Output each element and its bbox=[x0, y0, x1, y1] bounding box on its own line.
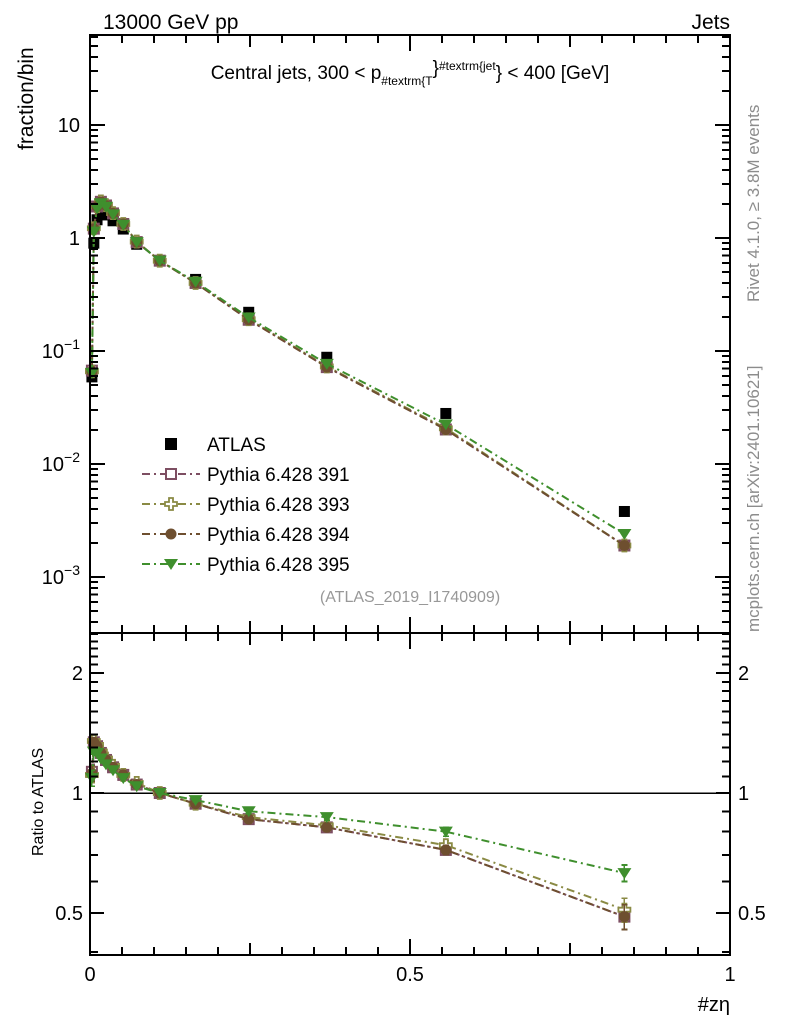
svg-text:Pythia 6.428 393: Pythia 6.428 393 bbox=[207, 495, 350, 516]
legend-item-pythia-6-428-394 bbox=[142, 525, 350, 546]
panel-frames bbox=[90, 35, 730, 955]
panel-title-suffix: < 400 [GeV] bbox=[502, 63, 610, 84]
panel-title-brace1: } bbox=[432, 58, 439, 79]
analysis-group-title: Jets bbox=[691, 11, 730, 34]
panel-title-superscript: #textrm{jet bbox=[439, 59, 496, 73]
svg-text:1: 1 bbox=[738, 783, 750, 805]
ratio-y-axis-label: Ratio to ATLAS bbox=[30, 747, 47, 856]
svg-text:ATLAS: ATLAS bbox=[207, 435, 266, 456]
legend-item-pythia-6-428-393 bbox=[142, 495, 350, 516]
legend-item-atlas bbox=[165, 435, 266, 456]
svg-text:1: 1 bbox=[724, 964, 736, 986]
axis-ticks bbox=[90, 35, 730, 955]
panel-title bbox=[90, 58, 730, 88]
svg-text:0.5: 0.5 bbox=[396, 964, 424, 986]
series-pythia-6-428-393 bbox=[86, 195, 630, 922]
beam-energy-title: 13000 GeV pp bbox=[103, 11, 239, 34]
svg-text:10−1: $10^{-1}$ bbox=[41, 336, 80, 363]
svg-text:10: 10 bbox=[57, 115, 80, 137]
svg-text:1: 1 bbox=[71, 783, 83, 805]
analysis-id-watermark: (ATLAS_2019_I1740909) bbox=[319, 589, 501, 606]
panel-title-brace2: } bbox=[495, 63, 503, 84]
svg-text:1: 1 bbox=[68, 228, 80, 250]
rivet-version-note: Rivet 4.1.0, ≥ 3.8M events bbox=[744, 104, 763, 302]
x-axis-label: #zη bbox=[697, 994, 730, 1016]
svg-text:2: 2 bbox=[738, 662, 750, 685]
svg-text:Pythia 6.428 391: Pythia 6.428 391 bbox=[207, 465, 350, 486]
svg-text:Pythia 6.428 394: Pythia 6.428 394 bbox=[207, 525, 350, 546]
svg-text:10−3: $10^{-3}$ bbox=[41, 562, 80, 589]
series-pythia-6-428-395 bbox=[85, 198, 631, 881]
legend bbox=[142, 435, 350, 576]
main-panel-frame bbox=[90, 35, 730, 633]
svg-text:2: 2 bbox=[71, 662, 83, 685]
legend-item-pythia-6-428-395 bbox=[142, 555, 350, 576]
ratio-panel-frame bbox=[90, 633, 730, 955]
svg-text:0.5: 0.5 bbox=[738, 903, 766, 926]
legend-item-pythia-6-428-391 bbox=[142, 465, 350, 486]
tick-labels bbox=[42, 115, 766, 986]
svg-text:0: 0 bbox=[84, 964, 96, 986]
main-y-axis-label: fraction/bin bbox=[15, 47, 38, 150]
mcplots-source-note: mcplots.cern.ch [arXiv:2401.10621] bbox=[744, 365, 763, 632]
svg-text:10−2: $10^{-2}$ bbox=[41, 449, 80, 476]
svg-text:Pythia 6.428 395: Pythia 6.428 395 bbox=[207, 555, 350, 576]
panel-title-prefix: Central jets, 300 < p bbox=[210, 63, 382, 84]
svg-text:0.5: 0.5 bbox=[55, 903, 83, 926]
panel-title-subscript: #textrm{T bbox=[381, 74, 433, 88]
